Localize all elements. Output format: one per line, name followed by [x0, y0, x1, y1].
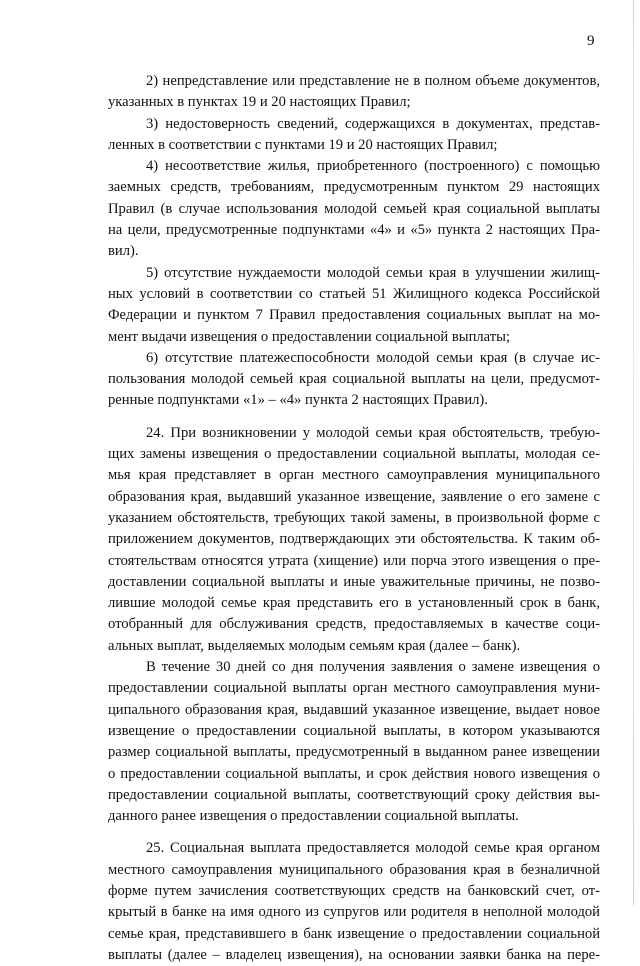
text-line: ленных в соответствии с пунктами 19 и 20 настоящих Правил;: [108, 136, 498, 153]
text-line: на цели, предусмотренные подпунктами «4» и «5» пункта 2 настоящих Пра-: [108, 222, 600, 239]
text-line: приложением документов, подтверждающих эти обстоятельства. К таким об-: [108, 531, 600, 548]
text-line: ренные подпунктами «1» – «4» пункта 2 настоящих Правил).: [108, 392, 488, 409]
text-line: указанием обстоятельств, требующих такой замены, в произвольной форме с: [108, 509, 600, 526]
document-body: [108, 71, 600, 966]
text-line: форме путем зачисления соответствующих средств на банковский счет, от-: [108, 882, 600, 899]
paragraph-gap: [108, 412, 600, 423]
text-line: стоятельствам относятся утрата (хищение) или порча этого извещения о пре-: [108, 552, 600, 569]
text-line: предоставлении социальной выплаты, соответствующий сроку действия вы-: [108, 786, 600, 803]
text-line: указанных в пунктах 19 и 20 настоящих Правил;: [108, 94, 411, 111]
text-line: щих замены извещения о предоставлении социальной выплаты, молодая се-: [108, 446, 600, 463]
text-block: [108, 71, 600, 412]
paragraph-gap: [108, 827, 600, 838]
text-line: 24. При возникновении у молодой семьи края обстоятельств, требую-: [146, 424, 600, 441]
text-line: крытый в банке на имя одного из супругов или родителя в неполной молодой: [108, 904, 600, 921]
scan-edge: [633, 0, 634, 905]
text-line: о предоставлении социальной выплаты, и срок действия нового извещения о: [108, 765, 600, 782]
page-number: 9: [587, 33, 595, 49]
text-line: Правил (в случае использования молодой семьей края социальной выплаты: [108, 200, 600, 217]
text-line: мья края представляет в орган местного самоуправления муниципального: [108, 467, 600, 484]
text-line: 6) отсутствие платежеспособности молодой семьи края (в случае ис-: [146, 349, 600, 366]
text-line: доставлении социальной выплаты и иные уважительные причины, не позво-: [108, 573, 600, 590]
text-line: лившие молодой семье края представить его в установленный срок в банк,: [108, 595, 600, 612]
text-line: размер социальной выплаты, предусмотренный в выданном ранее извещении: [108, 744, 600, 761]
text-line: пользования молодой семьей края социальной выплаты на цели, предусмот-: [108, 371, 600, 388]
text-line: ципального образования края, выдавший указанное извещение, выдает новое: [108, 701, 600, 718]
text-line: семье края, представившего в банк извещение о предоставлении социальной: [108, 925, 600, 942]
text-block: [108, 423, 600, 828]
text-line: извещение о предоставлении социальной выплаты, в котором указываются: [108, 722, 600, 739]
text-line: ных условий в соответствии со статьей 51 Жилищного кодекса Российской: [108, 285, 600, 302]
text-block: [108, 838, 600, 966]
text-line: 3) недостоверность сведений, содержащихся в документах, представ-: [146, 115, 600, 132]
text-line: отобранный для обслуживания средств, предоставляемых в качестве соци-: [108, 616, 600, 633]
text-line: данного ранее извещения о предоставлении социальной выплаты.: [108, 808, 519, 825]
text-line: мент выдачи извещения о предоставлении социальной выплаты;: [108, 328, 511, 345]
text-line: Федерации и пунктом 7 Правил предоставления социальных выплат на мо-: [108, 307, 600, 324]
text-line: образования края, выдавший указанное извещение, заявление о его замене с: [108, 488, 600, 505]
text-line: вил).: [108, 243, 139, 260]
text-line: заемных средств, требованиям, предусмотренным пунктом 29 настоящих: [108, 179, 600, 196]
text-line: В течение 30 дней со дня получения заявления о замене извещения о: [146, 659, 600, 676]
text-line: альных выплат, выделяемых молодым семьям края (далее – банк).: [108, 637, 521, 654]
text-line: предоставлении социальной выплаты орган местного самоуправления муни-: [108, 680, 600, 697]
text-line: 4) несоответствие жилья, приобретенного (построенного) с помощью: [146, 158, 600, 175]
text-line: 25. Социальная выплата предоставляется молодой семье края органом: [146, 840, 600, 857]
text-line: местного самоуправления муниципального образования края в безналичной: [108, 861, 600, 878]
text-line: 2) непредставление или представление не в полном объеме документов,: [146, 73, 600, 89]
text-line: 5) отсутствие нуждаемости молодой семьи края в улучшении жилищ-: [146, 264, 600, 281]
text-line: выплаты (далее – владелец извещения), на основании заявки банка на пере-: [108, 946, 600, 963]
